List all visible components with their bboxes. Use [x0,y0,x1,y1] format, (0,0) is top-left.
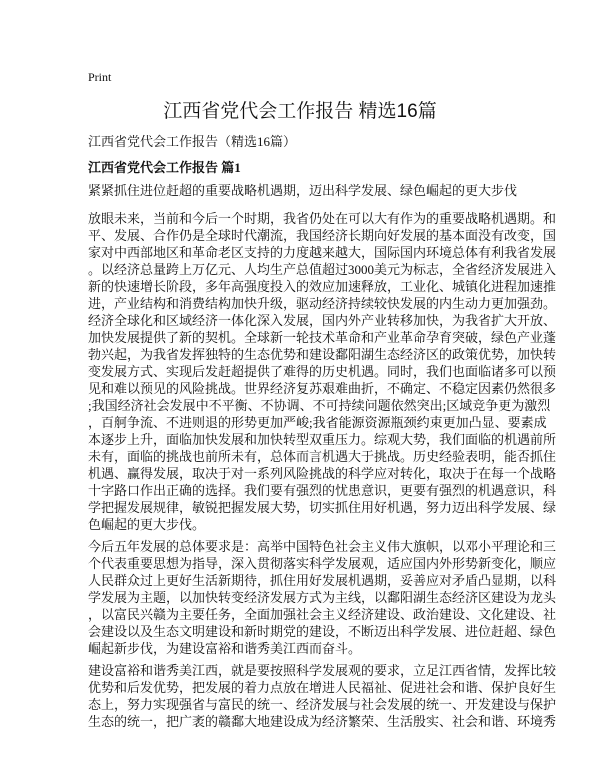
paragraph-line: 会建设以及生态文明建设和新时期党的建设，不断迈出科学发展、进位赶超、绿色 [88,624,557,639]
paragraph-line: 生态的统一，把广袤的赣鄱大地建设成为经济繁荣、生活殷实、社会和谐、环境秀 [88,714,557,729]
paragraph-line: 加快发展提供了新的契机。全球新一轮技术革命和产业革命孕育突破，绿色产业蓬 [88,330,557,345]
paragraph-line: 学发展为主题，以加快转变经济发展方式为主线，以鄱阳湖生态经济区建设为龙头 [88,590,557,605]
paragraph-line: 新的快速增长阶段，多年高强度投入的效应加速释放，工业化、城镇化进程加速推 [88,279,557,294]
paragraph-line: ，百舸争流、不进则退的形势更加严峻;我省能源资源瓶颈约束更加凸显、要素成 [88,415,547,430]
paragraph-line: ，以富民兴赣为主要任务，全面加强社会主义经济建设、政治建设、文化建设、社 [88,607,557,622]
paragraph-line: 见和难以预见的风险挑战。世界经济复苏艰难曲折，不确定、不稳定因素仍然很多 [88,381,557,396]
paragraph-line: 经济全球化和区域经济一体化深入发展，国内外产业转移加快，为我省扩大开放、 [88,313,557,328]
paragraph-line: 未有，面临的挑战也前所未有，总体而言机遇大于挑战。历史经验表明，能否抓住 [88,449,557,464]
paragraph-line: 放眼未来，当前和今后一个时期，我省仍处在可以大有作为的重要战略机遇期。和 [88,211,557,226]
paragraph [88,210,556,533]
paragraph-line: 态上，努力实现强省与富民的统一、经济发展与社会发展的统一、开发建设与保护 [88,697,557,712]
paragraph-line: 人民群众过上更好生活新期待，抓住用好发展机遇期，妥善应对矛盾凸显期，以科 [88,573,557,588]
paragraph-line: 勃兴起，为我省发挥独特的生态优势和建设鄱阳湖生态经济区的政策优势，加快转 [88,347,557,362]
paragraph [88,662,556,730]
paragraph-line: 。以经济总量跨上万亿元、人均生产总值超过3000美元为标志，全省经济发展进入 [88,262,557,277]
paragraph-line: 紧紧抓住进位赶超的重要战略机遇期，迈出科学发展、绿色崛起的更大步伐 [88,183,518,198]
paragraph-line: 优势和后发优势，把发展的着力点放在增进人民福祉、促进社会和谐、保护良好生 [88,680,557,695]
paragraph-line: 个代表重要思想为指导，深入贯彻落实科学发展观，适应国内外形势新变化，顺应 [88,556,557,571]
print-link[interactable]: Print [88,70,112,84]
paragraph-line: 家对中西部地区和革命老区支持的力度越来越大，国际国内环境总体有利我省发展 [88,245,557,260]
paragraph-line: 机遇、赢得发展，取决于对一系列风险挑战的科学应对转化，取决于在每一个战略 [88,466,557,481]
paragraph [88,538,556,657]
paragraph-line: 今后五年发展的总体要求是：高举中国特色社会主义伟大旗帜，以邓小平理论和三 [88,539,557,554]
paragraph-line: 崛起新步伐，为建设富裕和谐秀美江西而奋斗。 [88,641,362,656]
paragraph-line: 色崛起的更大步伐。 [88,517,206,532]
page-title: 江西省党代会工作报告 精选16篇 [163,101,437,122]
paragraph-line: 学把握发展规律，敏锐把握发展大势，切实抓住用好机遇，努力迈出科学发展、绿 [88,500,557,515]
paragraph-line: ;我国经济社会发展中不平衡、不协调、不可持续问题依然突出;区域竞争更为激烈 [88,398,551,413]
paragraph [88,182,517,199]
paragraph-line: 进，产业结构和消费结构加快升级，驱动经济持续较快发展的内生动力更加强劲。 [88,296,557,311]
paragraph-line: 变发展方式、实现后发赶超提供了难得的历史机遇。同时，我们也面临诸多可以预 [88,364,557,379]
paragraph-line: 十字路口作出正确的选择。我们要有强烈的忧患意识，更要有强烈的机遇意识，科 [88,483,557,498]
paragraph-line: 建设富裕和谐秀美江西，就是要按照科学发展观的要求，立足江西省情，发挥比较 [88,663,557,678]
paragraph-line: 本逐步上升，面临加快发展和加快转型双重压力。综观大势，我们面临的机遇前所 [88,432,557,447]
section-heading: 江西省党代会工作报告 篇1 [88,160,241,175]
document-subtitle: 江西省党代会工作报告（精选16篇） [88,134,297,149]
paragraph-line: 平、发展、合作仍是全球时代潮流，我国经济长期向好发展的基本面没有改变，国 [88,228,557,243]
